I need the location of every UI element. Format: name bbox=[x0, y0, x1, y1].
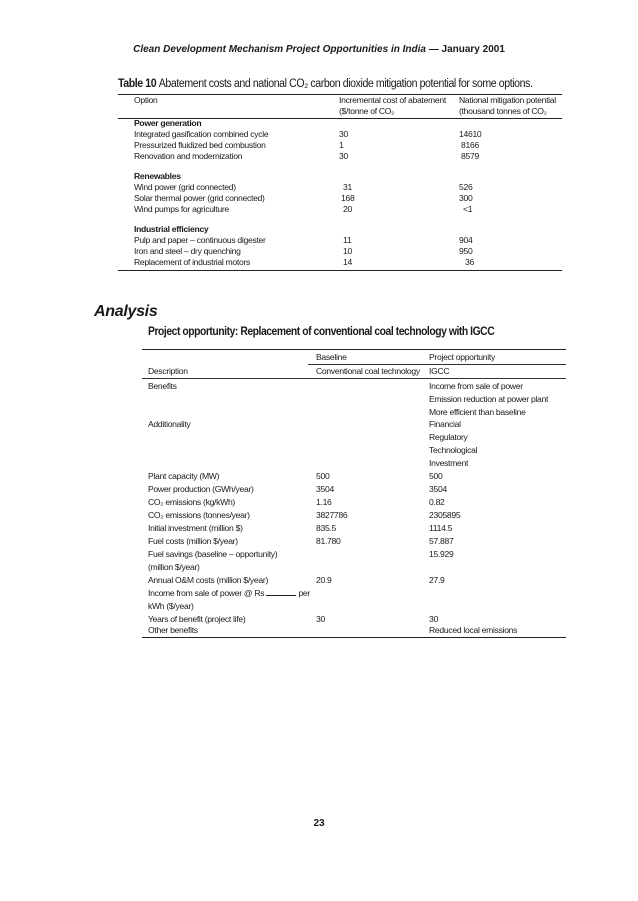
table-10-bottom-rule bbox=[118, 270, 562, 271]
table-row-potential: 526 bbox=[459, 182, 473, 192]
table-row-baseline: 835.5 bbox=[316, 523, 337, 533]
additionality-item: Technological bbox=[429, 445, 478, 455]
row-additionality-label: Additionality bbox=[148, 419, 191, 429]
group-title: Renewables bbox=[134, 171, 181, 181]
analysis-table-top-rule bbox=[142, 349, 566, 350]
project-opportunity-title: Project opportunity: Replacement of conventional coal technology with IGCC bbox=[148, 326, 495, 338]
group-title: Industrial efficiency bbox=[134, 224, 209, 234]
col-header-mitigation-line2: (thousand tonnes of CO₂ bbox=[459, 106, 547, 116]
table-row-cost: 31 bbox=[343, 182, 352, 192]
additionality-item: Financial bbox=[429, 419, 461, 429]
table-row-option: Wind pumps for agriculture bbox=[134, 204, 229, 214]
table-row-opportunity: 0.82 bbox=[429, 497, 445, 507]
analysis-table-header-rule bbox=[142, 378, 566, 379]
table-row-option: Replacement of industrial motors bbox=[134, 257, 251, 267]
table-row-cost: 1 bbox=[339, 140, 344, 150]
col-header-description: Description bbox=[148, 366, 188, 376]
table-row-option: Wind power (grid connected) bbox=[134, 182, 236, 192]
table-row-potential: 14610 bbox=[459, 129, 482, 139]
om-costs-opportunity: 27.9 bbox=[429, 575, 445, 585]
blank-rate-line bbox=[266, 587, 296, 596]
table-row-cost: 30 bbox=[339, 151, 348, 161]
col-header-cost-line1: Incremental cost of abatement bbox=[339, 95, 446, 105]
table-row-baseline: 3827786 bbox=[316, 510, 348, 520]
table-row-description: Fuel costs (million $/year) bbox=[148, 536, 238, 546]
table-row-baseline: 3504 bbox=[316, 484, 334, 494]
om-costs-description: Annual O&M costs (million $/year) bbox=[148, 575, 269, 585]
income-description-per: per bbox=[298, 588, 310, 598]
table-row-opportunity: 2305895 bbox=[429, 510, 461, 520]
fuel-savings-units: (million $/year) bbox=[148, 562, 200, 572]
page-number: 23 bbox=[313, 818, 325, 829]
om-costs-baseline: 20.9 bbox=[316, 575, 332, 585]
table-row-baseline: 81.780 bbox=[316, 536, 341, 546]
table-row-potential: 8579 bbox=[461, 151, 479, 161]
table-row-description: CO₂ emissions (tonnes/year) bbox=[148, 510, 250, 520]
analysis-heading: Analysis bbox=[94, 303, 158, 320]
table-row-potential: <1 bbox=[463, 204, 473, 214]
fuel-savings-opportunity: 15.929 bbox=[429, 549, 454, 559]
col-header-igcc: IGCC bbox=[429, 366, 450, 376]
analysis-table-bottom-rule bbox=[142, 637, 566, 638]
table-row-potential: 36 bbox=[465, 257, 474, 267]
table-row-cost: 168 bbox=[341, 193, 355, 203]
table-row-potential: 300 bbox=[459, 193, 473, 203]
col-header-baseline: Baseline bbox=[316, 352, 347, 362]
table-row-description: Power production (GWh/year) bbox=[148, 484, 254, 494]
table-row-description: CO₂ emissions (kg/kWh) bbox=[148, 497, 235, 507]
group-title: Power generation bbox=[134, 118, 202, 128]
table-row-baseline: 500 bbox=[316, 471, 330, 481]
table-row-cost: 10 bbox=[343, 246, 352, 256]
table-row-option: Iron and steel – dry quenching bbox=[134, 246, 241, 256]
income-description bbox=[148, 587, 310, 600]
years-baseline: 30 bbox=[316, 614, 325, 624]
table-10 bbox=[118, 78, 562, 267]
table-10-caption bbox=[118, 78, 533, 90]
table-row-opportunity: 3504 bbox=[429, 484, 447, 494]
table-row-baseline: 1.16 bbox=[316, 497, 332, 507]
years-opportunity: 30 bbox=[429, 614, 438, 624]
col-header-project-opportunity: Project opportunity bbox=[429, 352, 495, 362]
col-header-conventional-coal: Conventional coal technology bbox=[316, 366, 420, 376]
table-row-description: Initial investment (million $) bbox=[148, 523, 243, 533]
table-row-option: Renovation and modernization bbox=[134, 151, 243, 161]
col-header-option: Option bbox=[134, 95, 158, 105]
additionality-item: Investment bbox=[429, 458, 469, 468]
table-row-cost: 20 bbox=[343, 204, 352, 214]
col-header-mitigation-line1: National mitigation potential bbox=[459, 95, 556, 105]
table-10-caption-text: Abatement costs and national CO₂ carbon dioxide mitigation potential for some options. bbox=[158, 78, 533, 90]
benefit-item: Emission reduction at power plant bbox=[429, 394, 549, 404]
row-benefits-label: Benefits bbox=[148, 381, 177, 391]
table-row-potential: 904 bbox=[459, 235, 473, 245]
table-10-caption-label: Table 10 bbox=[118, 78, 157, 90]
income-description-start: Income from sale of power @ Rs bbox=[148, 588, 265, 598]
table-row-cost: 30 bbox=[339, 129, 348, 139]
table-row-cost: 14 bbox=[343, 257, 352, 267]
benefit-item: More efficient than baseline bbox=[429, 407, 526, 417]
table-row-option: Pressurized fluidized bed combustion bbox=[134, 140, 266, 150]
fuel-savings-description: Fuel savings (baseline – opportunity) bbox=[148, 549, 278, 559]
table-row-opportunity: 57.887 bbox=[429, 536, 454, 546]
benefit-item: Income from sale of power bbox=[429, 381, 523, 391]
col-header-cost-line2: ($/tonne of CO₂ bbox=[339, 106, 395, 116]
table-row-description: Plant capacity (MW) bbox=[148, 471, 220, 481]
table-row-opportunity: 1114.5 bbox=[429, 523, 453, 533]
years-description: Years of benefit (project life) bbox=[148, 614, 246, 624]
table-row-cost: 11 bbox=[343, 235, 352, 245]
table-row-option: Pulp and paper – continuous digester bbox=[134, 235, 266, 245]
table-row-option: Integrated gasification combined cycle bbox=[134, 129, 269, 139]
table-row-opportunity: 500 bbox=[429, 471, 443, 481]
table-row-option: Solar thermal power (grid connected) bbox=[134, 193, 265, 203]
page-header bbox=[0, 44, 638, 55]
table-row-potential: 8166 bbox=[461, 140, 479, 150]
income-units: kWh ($/year) bbox=[148, 601, 194, 611]
header-title: Clean Development Mechanism Project Opportunities in India bbox=[133, 44, 426, 55]
table-row-potential: 950 bbox=[459, 246, 473, 256]
additionality-item: Regulatory bbox=[429, 432, 468, 442]
other-benefits-opportunity: Reduced local emissions bbox=[429, 625, 518, 635]
header-date: — January 2001 bbox=[425, 44, 505, 55]
other-benefits-description: Other benefits bbox=[148, 625, 198, 635]
